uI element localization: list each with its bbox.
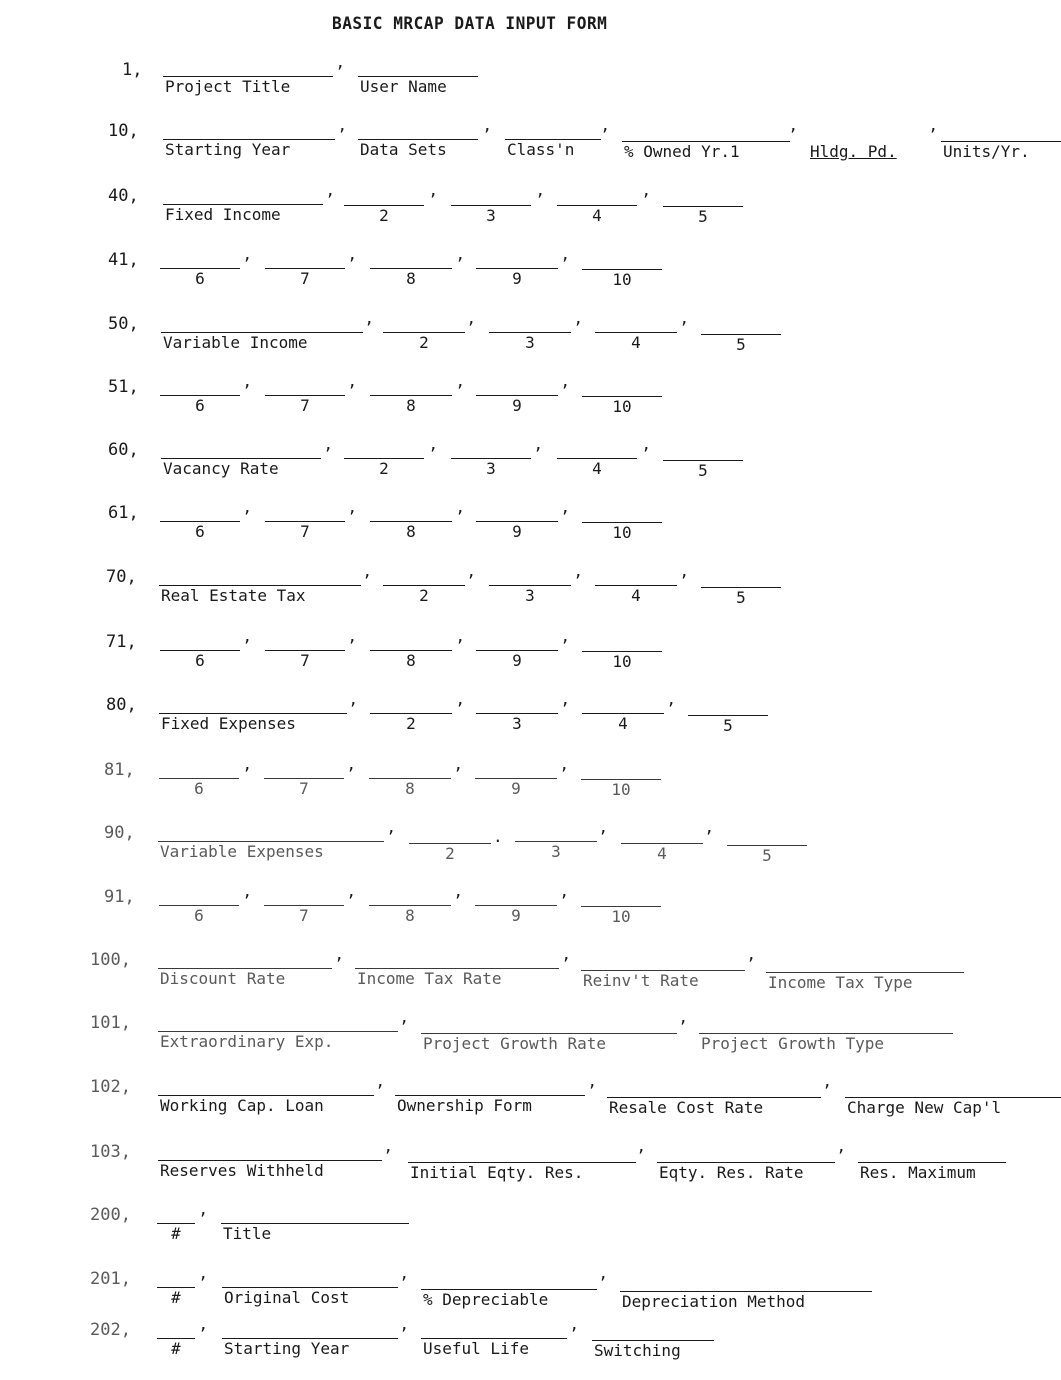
fixed-income-8-field[interactable] bbox=[370, 268, 452, 289]
field-label: Depreciation Method bbox=[622, 1292, 806, 1311]
field-label: Ownership Form bbox=[397, 1096, 532, 1115]
fixed-expenses-3-field[interactable] bbox=[476, 713, 558, 734]
real-estate-tax-9-field[interactable] bbox=[476, 650, 558, 671]
project-growth-type-field[interactable] bbox=[699, 1033, 953, 1054]
vacancy-rate-9-field[interactable] bbox=[476, 521, 558, 542]
real-estate-tax-2-field[interactable] bbox=[383, 585, 465, 606]
field-label: 2 bbox=[379, 459, 389, 478]
form-row-81: 81, 6 ’ 7 ’ 8 ’ 9 ’ 10 bbox=[0, 760, 1061, 810]
field-label: Project Growth Type bbox=[701, 1034, 885, 1053]
row-number: 103, bbox=[90, 1142, 131, 1162]
field-label: # bbox=[171, 1339, 181, 1358]
variable-income-2-field[interactable] bbox=[383, 332, 465, 353]
form-row-91: 91, 6 ’ 7 ’ 8 ’ 9 ’ 10 bbox=[0, 887, 1061, 937]
field-label: % Owned Yr.1 bbox=[624, 142, 740, 161]
field-label: 7 bbox=[300, 651, 310, 670]
field-label: 2 bbox=[406, 714, 416, 733]
variable-expenses-10-field[interactable] bbox=[581, 906, 661, 927]
field-label: Fixed Expenses bbox=[161, 714, 296, 733]
field-label: 10 bbox=[612, 523, 632, 542]
field-label: Initial Eqty. Res. bbox=[410, 1163, 584, 1182]
field-label: Starting Year bbox=[224, 1339, 350, 1358]
row-number: 81, bbox=[104, 760, 135, 780]
field-label: 3 bbox=[525, 586, 535, 605]
item-title-field[interactable] bbox=[221, 1223, 409, 1244]
field-label: Eqty. Res. Rate bbox=[659, 1163, 804, 1182]
form-row-90: 90, Variable Expenses ’ 2 . 3 ’ 4 ’ 5 bbox=[0, 823, 1061, 873]
resale-cost-rate-field[interactable] bbox=[607, 1097, 821, 1118]
field-label: 10 bbox=[611, 780, 631, 799]
field-label: 7 bbox=[300, 269, 310, 288]
field-label: Res. Maximum bbox=[860, 1163, 976, 1182]
form-title: BASIC MRCAP DATA INPUT FORM bbox=[332, 14, 608, 34]
field-label: Data Sets bbox=[360, 140, 447, 159]
field-label: Variable Expenses bbox=[160, 842, 324, 861]
form-row-60: 60, Vacancy Rate ’ 2 ’ 3 ’ 4 ’ 5 bbox=[0, 440, 1061, 490]
variable-income-10-field[interactable] bbox=[582, 396, 662, 417]
field-label: Title bbox=[223, 1224, 272, 1243]
field-label: 2 bbox=[445, 844, 455, 863]
field-label: Project Title bbox=[165, 77, 291, 96]
row-number: 10, bbox=[108, 121, 139, 141]
variable-expenses-6-field[interactable] bbox=[159, 905, 239, 926]
form-row-1: 1, Project Title ’ User Name bbox=[0, 60, 1061, 110]
original-cost-field[interactable] bbox=[222, 1287, 398, 1308]
field-label: 4 bbox=[592, 459, 602, 478]
field-label: 9 bbox=[512, 651, 522, 670]
field-label: 4 bbox=[592, 206, 602, 225]
fixed-expenses-2-field[interactable] bbox=[370, 713, 452, 734]
real-estate-tax-8-field[interactable] bbox=[370, 650, 452, 671]
switching-field[interactable] bbox=[592, 1340, 714, 1361]
field-label: Reinv't Rate bbox=[583, 971, 699, 990]
field-label: # bbox=[171, 1288, 181, 1307]
field-label: Useful Life bbox=[423, 1339, 529, 1358]
row-number: 102, bbox=[90, 1077, 131, 1097]
form-row-201: 201, # ’ Original Cost ’ % Depreciable ’ Depreciation Method bbox=[0, 1269, 1061, 1319]
fixed-income-9-field[interactable] bbox=[476, 268, 558, 289]
variable-income-4-field[interactable] bbox=[595, 332, 677, 353]
field-label: 8 bbox=[406, 269, 416, 288]
field-label: 3 bbox=[512, 714, 522, 733]
row-number: 70, bbox=[106, 567, 137, 587]
field-label: 5 bbox=[736, 588, 746, 607]
field-label: 3 bbox=[551, 842, 561, 861]
real-estate-tax-6-field[interactable] bbox=[160, 650, 240, 671]
field-label: Discount Rate bbox=[160, 969, 286, 988]
fixed-expenses-8-field[interactable] bbox=[369, 778, 451, 799]
field-label: Variable Income bbox=[163, 333, 308, 352]
row-number: 80, bbox=[106, 695, 137, 715]
form-row-80: 80, Fixed Expenses ’ 2 ’ 3 ’ 4 ’ 5 bbox=[0, 695, 1061, 745]
vacancy-rate-5-field[interactable] bbox=[663, 460, 743, 481]
row-number: 101, bbox=[90, 1013, 131, 1033]
field-label: User Name bbox=[360, 77, 447, 96]
fixed-expenses-10-field[interactable] bbox=[581, 779, 661, 800]
variable-expenses-2-field[interactable] bbox=[409, 843, 491, 864]
row-number: 50, bbox=[108, 314, 139, 334]
real-estate-tax-4-field[interactable] bbox=[595, 585, 677, 606]
fixed-income-7-field[interactable] bbox=[265, 268, 345, 289]
reserve-maximum-field[interactable] bbox=[858, 1162, 1006, 1183]
form-row-40: 40, Fixed Income ’ 2 ’ 3 ’ 4 ’ 5 bbox=[0, 186, 1061, 236]
form-row-50: 50, Variable Income ’ 2 ’ 3 ’ 4 ’ 5 bbox=[0, 314, 1061, 364]
field-label: 10 bbox=[612, 652, 632, 671]
working-capital-loan-field[interactable] bbox=[158, 1095, 374, 1116]
fixed-income-10-field[interactable] bbox=[582, 269, 662, 290]
fixed-expenses-field[interactable] bbox=[159, 713, 347, 734]
field-label: 7 bbox=[300, 522, 310, 541]
holding-period-field[interactable] bbox=[808, 141, 922, 162]
variable-income-7-field[interactable] bbox=[265, 395, 345, 416]
field-label: 4 bbox=[618, 714, 628, 733]
field-label: 5 bbox=[723, 716, 733, 735]
variable-expenses-4-field[interactable] bbox=[621, 843, 703, 864]
field-label: 8 bbox=[406, 651, 416, 670]
item-number-field[interactable] bbox=[157, 1287, 195, 1308]
field-label: 3 bbox=[486, 459, 496, 478]
variable-income-8-field[interactable] bbox=[370, 395, 452, 416]
row-number: 91, bbox=[104, 887, 135, 907]
classification-field[interactable] bbox=[505, 139, 601, 160]
field-label: 5 bbox=[736, 335, 746, 354]
item-number-field[interactable] bbox=[157, 1223, 195, 1244]
row-number: 41, bbox=[108, 250, 139, 270]
variable-expenses-3-field[interactable] bbox=[515, 841, 597, 862]
field-label: 7 bbox=[299, 779, 309, 798]
field-label: Real Estate Tax bbox=[161, 586, 306, 605]
fixed-income-5-field[interactable] bbox=[663, 206, 743, 227]
row-number: 202, bbox=[90, 1320, 131, 1340]
real-estate-tax-3-field[interactable] bbox=[489, 585, 571, 606]
field-label: 6 bbox=[195, 651, 205, 670]
form-row-51: 51, 6 ’ 7 ’ 8 ’ 9 ’ 10 bbox=[0, 377, 1061, 427]
field-label: 6 bbox=[194, 906, 204, 925]
row-number: 1, bbox=[122, 60, 143, 80]
variable-income-9-field[interactable] bbox=[476, 395, 558, 416]
field-label: 9 bbox=[511, 779, 521, 798]
form-row-61: 61, 6 ’ 7 ’ 8 ’ 9 ’ 10 bbox=[0, 503, 1061, 553]
income-tax-rate-field[interactable] bbox=[355, 968, 559, 989]
form-row-102: 102, Working Cap. Loan ’ Ownership Form ’ Resale Cost Rate ’ Charge New Cap'l bbox=[0, 1077, 1061, 1127]
field-label: Class'n bbox=[507, 140, 575, 159]
starting-year-field[interactable] bbox=[163, 139, 335, 160]
field-label: 5 bbox=[762, 846, 772, 865]
percent-owned-field[interactable] bbox=[622, 141, 790, 162]
fixed-expenses-4-field[interactable] bbox=[582, 713, 664, 734]
variable-income-6-field[interactable] bbox=[160, 395, 240, 416]
form-row-202: 202, # ’ Starting Year ’ Useful Life ’ Switching bbox=[0, 1320, 1061, 1370]
project-title-field[interactable] bbox=[163, 76, 333, 97]
fixed-income-6-field[interactable] bbox=[160, 268, 240, 289]
fixed-income-4-field[interactable] bbox=[557, 205, 637, 226]
variable-expenses-7-field[interactable] bbox=[264, 905, 344, 926]
form-row-10: 10, Starting Year ’ Data Sets ’ Class'n ’ % Owned Yr.1 ’ Hldg. Pd. ’ Units/Yr. bbox=[0, 121, 1061, 171]
percent-depreciable-field[interactable] bbox=[421, 1289, 597, 1310]
fixed-expenses-9-field[interactable] bbox=[475, 778, 557, 799]
real-estate-tax-10-field[interactable] bbox=[582, 651, 662, 672]
useful-life-field[interactable] bbox=[421, 1338, 567, 1359]
units-per-year-field[interactable] bbox=[941, 141, 1061, 162]
fixed-expenses-7-field[interactable] bbox=[264, 778, 344, 799]
extraordinary-expense-field[interactable] bbox=[158, 1031, 398, 1052]
field-label: 8 bbox=[405, 906, 415, 925]
form-row-101: 101, Extraordinary Exp. ’ Project Growth Rate ’ Project Growth Type bbox=[0, 1013, 1061, 1063]
row-number: 60, bbox=[108, 440, 139, 460]
field-label: Resale Cost Rate bbox=[609, 1098, 764, 1117]
field-label: 10 bbox=[612, 270, 632, 289]
field-label: Extraordinary Exp. bbox=[160, 1032, 334, 1051]
field-label: Units/Yr. bbox=[943, 142, 1030, 161]
real-estate-tax-5-field[interactable] bbox=[701, 587, 781, 608]
field-label: 4 bbox=[631, 333, 641, 352]
field-label: Income Tax Rate bbox=[357, 969, 502, 988]
variable-income-5-field[interactable] bbox=[701, 334, 781, 355]
reserves-withheld-field[interactable] bbox=[158, 1160, 382, 1181]
field-label: 6 bbox=[195, 269, 205, 288]
variable-expenses-9-field[interactable] bbox=[475, 905, 557, 926]
depreciation-method-field[interactable] bbox=[620, 1291, 872, 1312]
field-label: 4 bbox=[657, 844, 667, 863]
field-label: Switching bbox=[594, 1341, 681, 1360]
row-number: 61, bbox=[108, 503, 139, 523]
ownership-form-field[interactable] bbox=[395, 1095, 585, 1116]
discount-rate-field[interactable] bbox=[158, 968, 332, 989]
row-number: 200, bbox=[90, 1205, 131, 1225]
field-label: Hldg. Pd. bbox=[810, 142, 897, 161]
row-number: 40, bbox=[108, 186, 139, 206]
field-label: 6 bbox=[195, 522, 205, 541]
field-label: 8 bbox=[406, 396, 416, 415]
initial-equity-reserve-field[interactable] bbox=[408, 1162, 636, 1183]
field-label: % Depreciable bbox=[423, 1290, 549, 1309]
form-row-41: 41, 6 ’ 7 ’ 8 ’ 9 ’ 10 bbox=[0, 250, 1061, 300]
field-label: 3 bbox=[486, 206, 496, 225]
field-label: 7 bbox=[299, 906, 309, 925]
real-estate-tax-field[interactable] bbox=[159, 585, 361, 606]
equity-reserve-rate-field[interactable] bbox=[657, 1162, 835, 1183]
field-label: 9 bbox=[511, 906, 521, 925]
field-label: Project Growth Rate bbox=[423, 1034, 607, 1053]
vacancy-rate-2-field[interactable] bbox=[344, 458, 424, 479]
field-label: 2 bbox=[419, 586, 429, 605]
fixed-expenses-6-field[interactable] bbox=[159, 778, 239, 799]
field-label: 2 bbox=[379, 206, 389, 225]
field-label: 7 bbox=[300, 396, 310, 415]
row-number: 90, bbox=[104, 823, 135, 843]
row-number: 100, bbox=[90, 950, 131, 970]
user-name-field[interactable] bbox=[358, 76, 478, 97]
field-label: 8 bbox=[405, 779, 415, 798]
field-label: 8 bbox=[406, 522, 416, 541]
variable-income-field[interactable] bbox=[161, 332, 363, 353]
row-number: 201, bbox=[90, 1269, 131, 1289]
field-label: 10 bbox=[612, 397, 632, 416]
charge-new-capital-field[interactable] bbox=[845, 1097, 1061, 1118]
real-estate-tax-7-field[interactable] bbox=[265, 650, 345, 671]
variable-expenses-field[interactable] bbox=[158, 841, 384, 862]
form-row-200: 200, # ’ Title bbox=[0, 1205, 1061, 1255]
field-label: 6 bbox=[195, 396, 205, 415]
form-row-103: 103, Reserves Withheld ’ Initial Eqty. Res. ’ Eqty. Res. Rate ’ Res. Maximum bbox=[0, 1142, 1061, 1192]
field-label: 9 bbox=[512, 396, 522, 415]
data-sets-field[interactable] bbox=[358, 139, 478, 160]
fixed-income-3-field[interactable] bbox=[451, 205, 531, 226]
field-label: 6 bbox=[194, 779, 204, 798]
field-label: Vacancy Rate bbox=[163, 459, 279, 478]
reinvestment-rate-field[interactable] bbox=[581, 970, 745, 991]
row-number: 51, bbox=[108, 377, 139, 397]
field-label: Charge New Cap'l bbox=[847, 1098, 1002, 1117]
form-row-100: 100, Discount Rate ’ Income Tax Rate ’ Reinv't Rate ’ Income Tax Type bbox=[0, 950, 1061, 1000]
field-label: Income Tax Type bbox=[768, 973, 913, 992]
vacancy-rate-7-field[interactable] bbox=[265, 521, 345, 542]
field-label: Starting Year bbox=[165, 140, 291, 159]
variable-expenses-5-field[interactable] bbox=[727, 845, 807, 866]
field-label: 9 bbox=[512, 522, 522, 541]
starting-year-item-field[interactable] bbox=[222, 1338, 398, 1359]
field-label: 10 bbox=[611, 907, 631, 926]
field-label: Working Cap. Loan bbox=[160, 1096, 324, 1115]
field-label: # bbox=[171, 1224, 181, 1243]
row-number: 71, bbox=[106, 632, 137, 652]
item-number-field[interactable] bbox=[157, 1338, 195, 1359]
field-label: 4 bbox=[631, 586, 641, 605]
fixed-expenses-5-field[interactable] bbox=[688, 715, 768, 736]
field-label: 2 bbox=[419, 333, 429, 352]
field-label: Original Cost bbox=[224, 1288, 350, 1307]
income-tax-type-field[interactable] bbox=[766, 972, 964, 993]
vacancy-rate-6-field[interactable] bbox=[160, 521, 240, 542]
field-label: Fixed Income bbox=[165, 205, 281, 224]
field-label: 5 bbox=[698, 207, 708, 226]
vacancy-rate-10-field[interactable] bbox=[582, 522, 662, 543]
field-label: 5 bbox=[698, 461, 708, 480]
project-growth-rate-field[interactable] bbox=[421, 1033, 677, 1054]
fixed-income-field[interactable] bbox=[163, 204, 323, 225]
field-label: 3 bbox=[525, 333, 535, 352]
vacancy-rate-8-field[interactable] bbox=[370, 521, 452, 542]
form-row-70: 70, Real Estate Tax ’ 2 ’ 3 ’ 4 ’ 5 bbox=[0, 567, 1061, 617]
vacancy-rate-3-field[interactable] bbox=[451, 458, 531, 479]
variable-expenses-8-field[interactable] bbox=[369, 905, 451, 926]
vacancy-rate-field[interactable] bbox=[161, 458, 321, 479]
form-row-71: 71, 6 ’ 7 ’ 8 ’ 9 ’ 10 bbox=[0, 632, 1061, 682]
variable-income-3-field[interactable] bbox=[489, 332, 571, 353]
field-label: 9 bbox=[512, 269, 522, 288]
vacancy-rate-4-field[interactable] bbox=[557, 458, 637, 479]
fixed-income-2-field[interactable] bbox=[344, 205, 424, 226]
field-label: Reserves Withheld bbox=[160, 1161, 324, 1180]
